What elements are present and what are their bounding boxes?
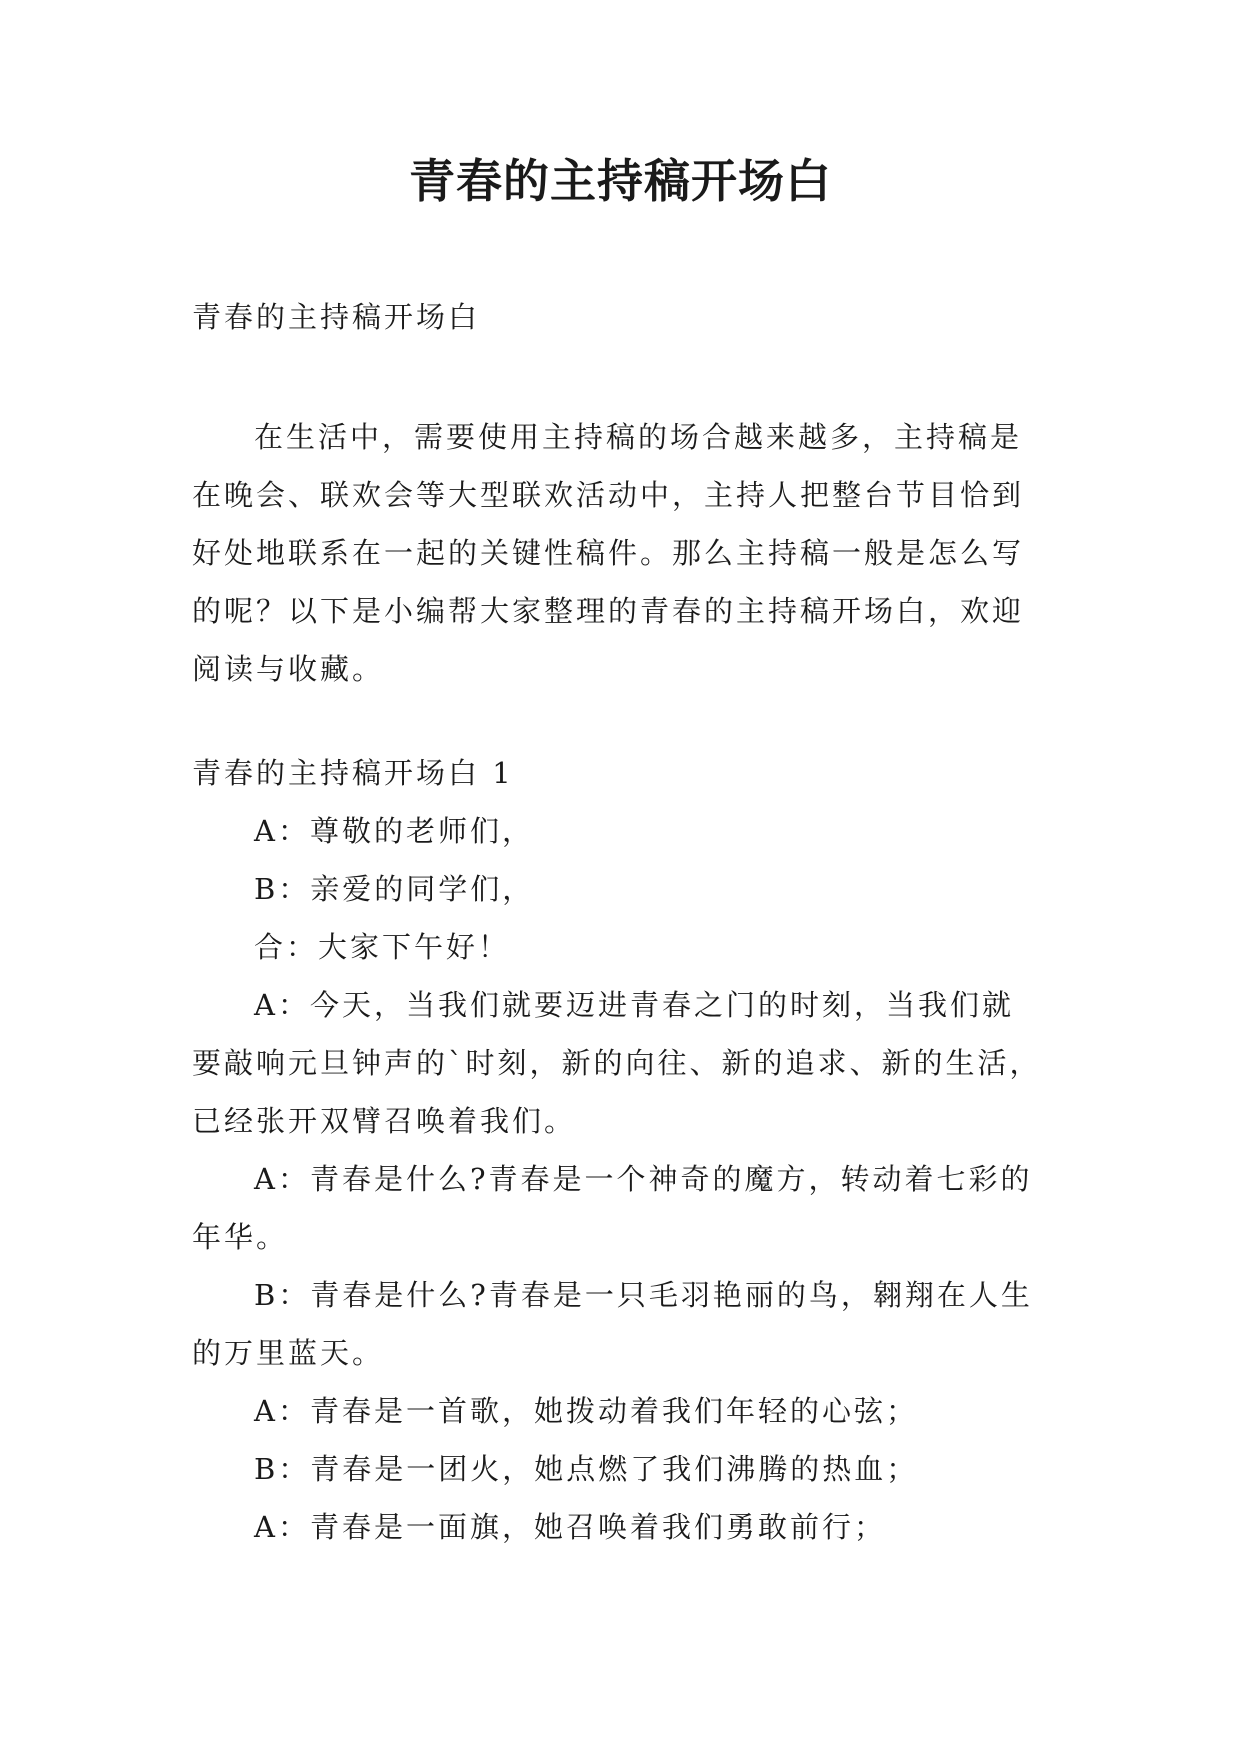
script-line: 已经张开双臂召唤着我们。 bbox=[192, 1104, 577, 1138]
intro-line: 在晚会、联欢会等大型联欢活动中，主持人把整台节目恰到 bbox=[192, 478, 1025, 512]
script-line: 要敲响元旦钟声的`时刻，新的向往、新的追求、新的生活， bbox=[192, 1046, 1042, 1080]
intro-line: 的呢？以下是小编帮大家整理的青春的主持稿开场白，欢迎 bbox=[192, 594, 1025, 628]
intro-line: 好处地联系在一起的关键性稿件。那么主持稿一般是怎么写 bbox=[192, 536, 1025, 570]
script-line: 合：大家下午好！ bbox=[254, 930, 511, 964]
script-line: A：尊敬的老师们， bbox=[254, 814, 534, 848]
script-line: A：今天，当我们就要迈进青春之门的时刻，当我们就 bbox=[254, 988, 1014, 1022]
script-line: A：青春是什么?青春是一个神奇的魔方，转动着七彩的 bbox=[254, 1162, 1033, 1196]
script-line: B：青春是什么?青春是一只毛羽艳丽的鸟，翱翔在人生 bbox=[254, 1278, 1033, 1312]
intro-paragraph bbox=[192, 408, 1062, 698]
intro-line: 阅读与收藏。 bbox=[192, 652, 385, 686]
script-line: B：青春是一团火，她点燃了我们沸腾的热血； bbox=[254, 1452, 919, 1486]
intro-line: 在生活中，需要使用主持稿的场合越来越多，主持稿是 bbox=[254, 420, 1023, 454]
script-line: B：亲爱的同学们， bbox=[254, 872, 535, 906]
script-line: 年华。 bbox=[192, 1220, 289, 1254]
document-subtitle: 青春的主持稿开场白 bbox=[192, 300, 481, 334]
document-title: 青春的主持稿开场白 bbox=[409, 154, 832, 208]
script-line: A：青春是一首歌，她拨动着我们年轻的心弦； bbox=[254, 1394, 918, 1428]
script-line: A：青春是一面旗，她召唤着我们勇敢前行； bbox=[254, 1510, 886, 1544]
script-line: 的万里蓝天。 bbox=[192, 1336, 385, 1370]
section-heading: 青春的主持稿开场白 1 bbox=[192, 756, 514, 790]
